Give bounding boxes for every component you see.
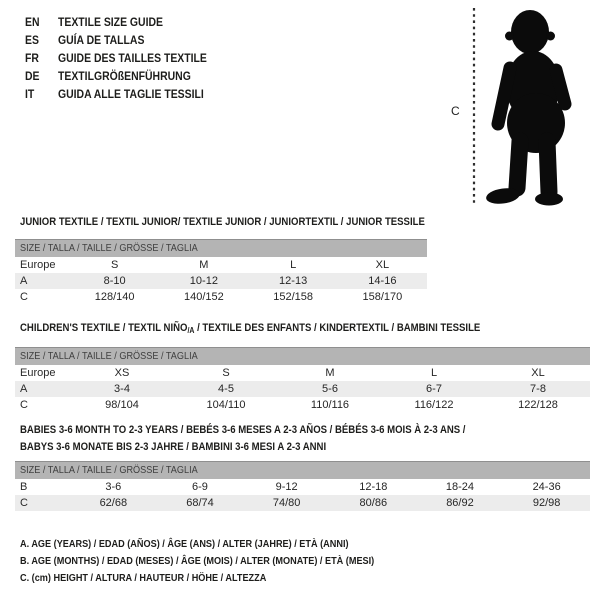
nino-a-subscript: /A (187, 326, 195, 335)
lang-row-en (25, 13, 229, 31)
row-label: A (15, 381, 70, 397)
table-cell: 18-24 (445, 481, 475, 493)
table-cell: 4-5 (174, 381, 278, 397)
table-cell: 128/140 (94, 291, 135, 303)
size-header-bar: SIZE / TALLA / TAILLE / GRÖSSE / TAGLIA (15, 348, 590, 366)
table-cell: S (110, 259, 119, 271)
section-title-babies: BABIES 3-6 MONTH TO 2-3 YEARS / BEBÉS 3-6 MESES A 2-3 AÑOS / BÉBÉS 3-6 MOIS À 2-3 ANS / BABYS 3-6 MONATE BIS 2-3 JAHRE / BAMBINI 3-6 MESI A 2-3 ANNI (20, 424, 466, 453)
table-cell: 9-12 (275, 481, 298, 493)
lang-title: GUIDE DES TAILLES TEXTILE (58, 51, 207, 65)
table-cell: 152/158 (273, 291, 313, 303)
lang-row-fr (25, 49, 229, 67)
lang-row-de (25, 67, 229, 85)
row-label: Europe (20, 259, 56, 271)
footnote-a: A. AGE (YEARS) / EDAD (AÑOS) / ÂGE (ANS) / ALTER (JAHRE) / ETÀ (ANNI) (20, 538, 349, 550)
table-cell: XS (114, 367, 130, 379)
row-label: C (15, 495, 70, 511)
table-cell: M (199, 259, 209, 271)
children-size-table (15, 347, 590, 413)
toddler-silhouette-icon (486, 6, 586, 206)
junior-size-table (15, 239, 427, 305)
lang-row-it (25, 85, 229, 103)
legend-footnotes (20, 536, 427, 587)
table-cell: 140/152 (183, 291, 224, 303)
height-measure-figure (445, 5, 595, 207)
lang-code: ES (25, 33, 39, 47)
table-cell: 98/104 (105, 399, 139, 411)
table-cell: 116/122 (414, 399, 454, 411)
table-cell: XL (531, 367, 545, 379)
table-cell: 104/110 (206, 399, 246, 411)
table-row (15, 365, 590, 381)
table-cell: 6-9 (192, 481, 208, 493)
footnote-c: C. (cm) HEIGHT / ALTURA / HAUTEUR / HÖHE / ALTEZZA (20, 572, 267, 584)
lang-title: TEXTILE SIZE GUIDE (58, 15, 163, 29)
table-cell: 92/98 (503, 495, 590, 511)
table-row (15, 257, 427, 273)
table-cell: L (430, 367, 438, 379)
footnote-b: B. AGE (MONTHS) / EDAD (MESES) / ÂGE (MOIS) / ALTER (MONATE) / ETÀ (MESI) (20, 555, 375, 567)
table-cell: 12-18 (359, 481, 388, 493)
table-cell: 8-10 (70, 273, 159, 289)
table-cell: 6-7 (382, 381, 486, 397)
babies-size-table (15, 461, 590, 511)
table-cell: XL (375, 259, 390, 271)
table-cell: 10-12 (159, 273, 248, 289)
table-cell: 80/86 (330, 495, 417, 511)
table-cell: 3-4 (70, 381, 174, 397)
lang-title: GUIDA ALLE TAGLIE TESSILI (58, 87, 204, 101)
lang-code: FR (25, 51, 39, 65)
row-label: B (20, 481, 28, 493)
size-header-bar: SIZE / TALLA / TAILLE / GRÖSSE / TAGLIA (15, 240, 427, 258)
lang-code: EN (25, 15, 40, 29)
table-cell: 3-6 (105, 481, 122, 493)
table-row (15, 397, 590, 413)
row-label: A (15, 273, 70, 289)
row-label: Europe (20, 367, 56, 379)
lang-title: GUÍA DE TALLAS (58, 33, 145, 47)
table-row (15, 289, 427, 305)
table-cell: 62/68 (70, 495, 157, 511)
height-c-label: C (451, 104, 460, 118)
dashed-height-line-icon (472, 8, 476, 206)
table-cell: 158/170 (362, 291, 403, 303)
table-cell: S (222, 367, 230, 379)
table-cell: 5-6 (278, 381, 382, 397)
table-row (15, 273, 427, 289)
language-heading-list (25, 13, 229, 103)
lang-title: TEXTILGRÖßENFÜHRUNG (58, 69, 191, 83)
section-title-junior: JUNIOR TEXTILE / TEXTIL JUNIOR/ TEXTILE JUNIOR / JUNIORTEXTIL / JUNIOR TESSILE (20, 216, 425, 228)
table-cell: 110/116 (310, 399, 350, 411)
table-cell: 68/74 (157, 495, 244, 511)
section-title-children: CHILDREN'S TEXTILE / TEXTIL $NIÑO_{/A}$ / TEXTILE DES ENFANTS / KINDERTEXTIL / BAMBINI TESSILE (20, 322, 481, 335)
size-header-bar: SIZE / TALLA / TAILLE / GRÖSSE / TAGLIA (15, 462, 590, 480)
table-row (15, 479, 590, 495)
table-cell: 7-8 (486, 381, 590, 397)
table-cell: 122/128 (518, 399, 558, 411)
table-cell: 24-36 (532, 481, 561, 493)
table-cell: 74/80 (243, 495, 330, 511)
table-cell: L (290, 259, 297, 271)
table-cell: 12-13 (249, 273, 338, 289)
table-row (15, 381, 590, 397)
lang-code: IT (25, 87, 35, 101)
table-row (15, 495, 590, 511)
lang-row-es (25, 31, 229, 49)
table-cell: M (325, 367, 335, 379)
lang-code: DE (25, 69, 40, 83)
row-label: C (20, 399, 28, 411)
row-label: C (20, 291, 28, 303)
table-cell: 14-16 (338, 273, 427, 289)
table-cell: 86/92 (417, 495, 504, 511)
